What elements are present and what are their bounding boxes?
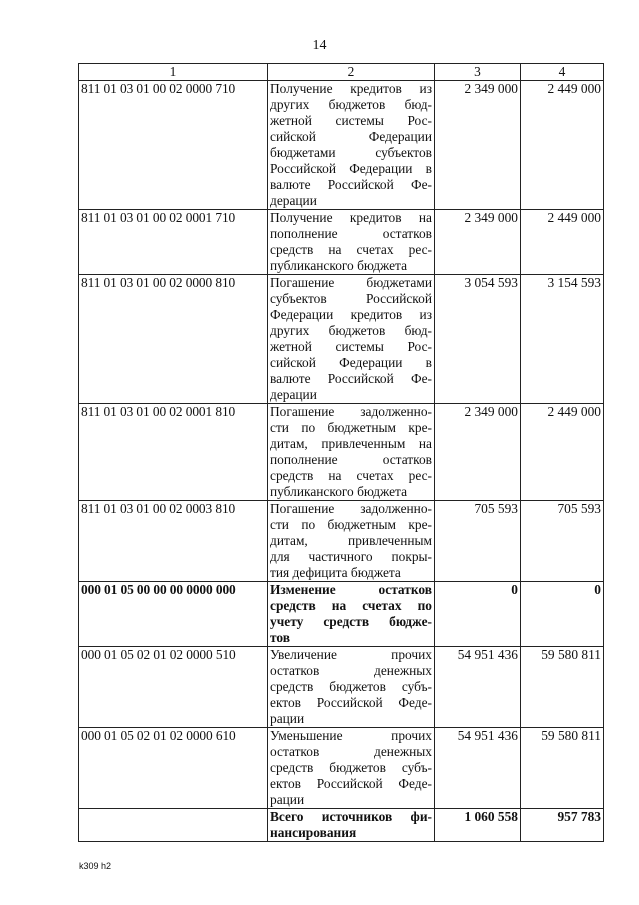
- description-cell: [268, 647, 435, 728]
- table-row: [79, 404, 604, 501]
- description-line: публиканского бюджета: [270, 258, 408, 273]
- description-line: валюте Российской Фе-: [270, 371, 432, 386]
- description-line: пополнение остатков: [270, 452, 432, 467]
- amount-col3-cell: 3 054 593: [435, 275, 521, 404]
- budget-code-cell: 811 01 03 01 00 02 0000 710: [79, 81, 268, 210]
- description-line: учету средств бюдже-: [270, 614, 432, 629]
- amount-col4-cell: 59 580 811: [521, 728, 604, 809]
- description-cell: [268, 809, 435, 842]
- description-cell: [268, 81, 435, 210]
- financing-sources-table: [78, 63, 604, 842]
- description-line: ектов Российской Феде-: [270, 776, 432, 791]
- description-line: ектов Российской Феде-: [270, 695, 432, 710]
- description-line: средств бюджетов субъ-: [270, 679, 432, 694]
- table-row: [79, 210, 604, 275]
- description-line: валюте Российской Фе-: [270, 177, 432, 192]
- amount-col3-cell: 54 951 436: [435, 728, 521, 809]
- amount-col4-cell: 2 449 000: [521, 81, 604, 210]
- table-body: [79, 81, 604, 842]
- description-line: рации: [270, 711, 305, 726]
- description-line: сти по бюджетным кре-: [270, 517, 432, 532]
- description-cell: [268, 501, 435, 582]
- description-line: дитам, привлеченным на: [270, 436, 432, 451]
- budget-code-cell: 811 01 03 01 00 02 0001 810: [79, 404, 268, 501]
- description-line: бюджетами субъектов: [270, 145, 432, 160]
- description-cell: [268, 210, 435, 275]
- budget-code-cell: 811 01 03 01 00 02 0001 710: [79, 210, 268, 275]
- amount-col3-cell: 54 951 436: [435, 647, 521, 728]
- column-header: 4: [521, 64, 604, 81]
- table-row: [79, 501, 604, 582]
- footer-code: k309 h2: [79, 861, 112, 871]
- description-line: жетной системы Рос-: [270, 339, 432, 354]
- description-line: Погашение задолженно-: [270, 501, 432, 516]
- amount-col3-cell: 2 349 000: [435, 81, 521, 210]
- table-row: [79, 647, 604, 728]
- description-line: Увеличение прочих: [270, 647, 432, 662]
- table-row: [79, 275, 604, 404]
- table-row: [79, 728, 604, 809]
- amount-col3-cell: 2 349 000: [435, 210, 521, 275]
- description-cell: [268, 404, 435, 501]
- description-line: субъектов Российской: [270, 291, 432, 306]
- description-line: Получение кредитов на: [270, 210, 432, 225]
- description-line: Погашение задолженно-: [270, 404, 432, 419]
- budget-code-cell: 000 01 05 02 01 02 0000 510: [79, 647, 268, 728]
- description-line: сийской Федерации в: [270, 355, 432, 370]
- description-cell: [268, 275, 435, 404]
- description-line: дерации: [270, 193, 317, 208]
- description-line: тия дефицита бюджета: [270, 565, 401, 580]
- amount-col3-cell: 2 349 000: [435, 404, 521, 501]
- description-line: Уменьшение прочих: [270, 728, 432, 743]
- description-line: Получение кредитов из: [270, 81, 432, 96]
- description-line: остатков денежных: [270, 663, 432, 678]
- description-line: для частичного покры-: [270, 549, 432, 564]
- description-line: средств бюджетов субъ-: [270, 760, 432, 775]
- description-line: средств на счетах рес-: [270, 468, 432, 483]
- description-line: рации: [270, 792, 305, 807]
- description-line: средств на счетах по: [270, 598, 432, 613]
- budget-code-cell: 000 01 05 00 00 00 0000 000: [79, 582, 268, 647]
- budget-code-cell: 000 01 05 02 01 02 0000 610: [79, 728, 268, 809]
- table-row: [79, 81, 604, 210]
- description-line: жетной системы Рос-: [270, 113, 432, 128]
- amount-col4-cell: 957 783: [521, 809, 604, 842]
- description-cell: [268, 728, 435, 809]
- description-line: Федерации кредитов из: [270, 307, 432, 322]
- column-header: 3: [435, 64, 521, 81]
- amount-col4-cell: 3 154 593: [521, 275, 604, 404]
- page-number: 14: [312, 38, 327, 53]
- description-line: Погашение бюджетами: [270, 275, 432, 290]
- amount-col4-cell: 2 449 000: [521, 210, 604, 275]
- description-line: Изменение остатков: [270, 582, 432, 597]
- description-line: сти по бюджетным кре-: [270, 420, 432, 435]
- description-line: других бюджетов бюд-: [270, 97, 432, 112]
- description-cell: [268, 582, 435, 647]
- column-header: 1: [79, 64, 268, 81]
- description-line: тов: [270, 630, 290, 645]
- budget-code-cell: [79, 809, 268, 842]
- description-line: остатков денежных: [270, 744, 432, 759]
- budget-code-cell: 811 01 03 01 00 02 0003 810: [79, 501, 268, 582]
- column-header: 2: [268, 64, 435, 81]
- amount-col4-cell: 705 593: [521, 501, 604, 582]
- description-line: дитам, привлеченным: [270, 533, 432, 548]
- table-row: [79, 582, 604, 647]
- amount-col3-cell: 1 060 558: [435, 809, 521, 842]
- description-line: нансирования: [270, 825, 357, 840]
- table-header-row: [79, 64, 604, 81]
- amount-col3-cell: 0: [435, 582, 521, 647]
- amount-col3-cell: 705 593: [435, 501, 521, 582]
- description-line: Российской Федерации в: [270, 161, 432, 176]
- budget-code-cell: 811 01 03 01 00 02 0000 810: [79, 275, 268, 404]
- description-line: пополнение остатков: [270, 226, 432, 241]
- description-line: Всего источников фи-: [270, 809, 432, 824]
- amount-col4-cell: 2 449 000: [521, 404, 604, 501]
- description-line: дерации: [270, 387, 317, 402]
- description-line: сийской Федерации: [270, 129, 432, 144]
- amount-col4-cell: 0: [521, 582, 604, 647]
- amount-col4-cell: 59 580 811: [521, 647, 604, 728]
- description-line: средств на счетах рес-: [270, 242, 432, 257]
- description-line: публиканского бюджета: [270, 484, 408, 499]
- description-line: других бюджетов бюд-: [270, 323, 432, 338]
- table-row: [79, 809, 604, 842]
